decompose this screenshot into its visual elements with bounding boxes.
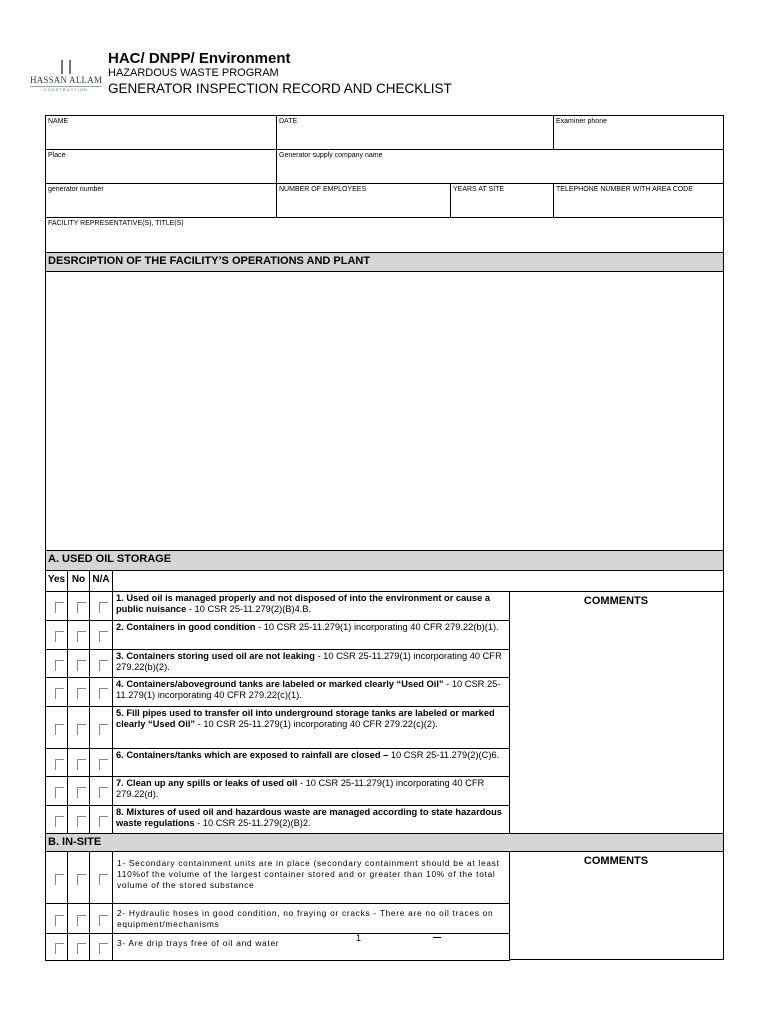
examiner-phone-field[interactable] <box>553 115 724 150</box>
employees-field[interactable] <box>276 183 451 218</box>
checkbox-mark-icon <box>99 874 108 885</box>
telephone-field[interactable] <box>553 183 724 218</box>
checkbox-mark-icon <box>77 660 86 671</box>
yes-column-header: Yes <box>45 570 68 592</box>
checkbox-mark-icon <box>55 602 64 613</box>
years-at-site-field[interactable] <box>450 183 554 218</box>
a-item-citation: - 10 CSR 25-11.279(1) incorporating 40 CFR 279.22(c)(1). <box>116 679 501 701</box>
supply-company-field[interactable] <box>276 149 724 184</box>
description-area[interactable] <box>45 271 724 551</box>
employees-label: NUMBER OF EMPLOYEES <box>279 186 367 193</box>
b-item-3-yes-checkbox[interactable] <box>45 933 68 961</box>
b-item-question: 2- Hydraulic hoses in good condition, no fraying or cracks - There are no oil traces on equipment/mechanisms <box>112 903 510 934</box>
a-item-2-yes-checkbox[interactable] <box>45 620 68 650</box>
checkbox-mark-icon <box>55 724 64 735</box>
checkbox-mark-icon <box>77 787 86 798</box>
a-item-citation: - 10 CSR 25-11.279(1) incorporating 40 CFR 279.22(d). <box>116 778 485 800</box>
checkbox-mark-icon <box>77 874 86 885</box>
a-item-7-na-checkbox[interactable] <box>89 776 113 806</box>
a-item-citation: - 10 CSR 25-11.279(1) incorporating 40 CFR 279.22(b)(1). <box>255 622 499 632</box>
date-label: DATE <box>279 118 298 125</box>
a-item-3-na-checkbox[interactable] <box>89 649 113 678</box>
checkbox-mark-icon <box>99 915 108 926</box>
checkbox-mark-icon <box>55 943 64 954</box>
checkbox-mark-icon <box>55 759 64 770</box>
a-item-1-na-checkbox[interactable] <box>89 591 113 621</box>
section-b-comments-label: COMMENTS <box>583 855 649 867</box>
a-item-4-na-checkbox[interactable] <box>89 677 113 707</box>
no-column-header: No <box>67 570 90 592</box>
a-item-citation: - 10 CSR 25-11.279(2)(B)2. <box>194 818 311 829</box>
a-item-3-yes-checkbox[interactable] <box>45 649 68 678</box>
section-b-header: B. IN-SITE <box>45 833 724 852</box>
a-item-7-yes-checkbox[interactable] <box>45 776 68 806</box>
checkbox-mark-icon <box>99 660 108 671</box>
a-item-question <box>112 748 510 777</box>
checkbox-mark-icon <box>77 759 86 770</box>
b-item-3-na-checkbox[interactable] <box>89 933 113 961</box>
representative-field[interactable] <box>45 217 724 253</box>
a-item-8-yes-checkbox[interactable] <box>45 805 68 835</box>
b-item-2-no-checkbox[interactable] <box>67 903 90 934</box>
section-b-comments-box[interactable] <box>509 851 724 960</box>
a-item-requirement: 2. Containers in good condition <box>116 622 256 632</box>
checkbox-mark-icon <box>55 816 64 827</box>
a-item-5-na-checkbox[interactable] <box>89 706 113 749</box>
section-a-header-spacer <box>112 570 724 592</box>
a-item-citation: - 10 CSR 25-11.279(1) incorporating 40 CFR 279.22(c)(2). <box>195 719 438 730</box>
checkbox-mark-icon <box>99 631 108 642</box>
a-item-6-na-checkbox[interactable] <box>89 748 113 777</box>
a-item-7-no-checkbox[interactable] <box>67 776 90 806</box>
checkbox-mark-icon <box>99 759 108 770</box>
a-item-requirement: 5. Fill pipes used to transfer oil into underground storage tanks are labeled or marked clearly “Used Oil” <box>116 708 495 730</box>
name-field[interactable] <box>45 115 277 150</box>
a-item-requirement: 4. Containers/aboveground tanks are labeled or marked clearly “Used Oil” <box>116 679 444 689</box>
a-item-2-no-checkbox[interactable] <box>67 620 90 650</box>
section-a-header: A. USED OIL STORAGE <box>45 550 724 571</box>
a-item-1-no-checkbox[interactable] <box>67 591 90 621</box>
years-at-site-label: YEARS AT SITE <box>453 186 505 193</box>
description-header: DESRCIPTION OF THE FACILITY’S OPERATIONS AND PLANT <box>45 252 724 272</box>
checkbox-mark-icon <box>77 724 86 735</box>
checkbox-mark-icon <box>55 874 64 885</box>
a-item-citation: - 10 CSR 25-11.279(2)(B)4.B. <box>186 604 312 615</box>
supply-company-label: Generator supply company name <box>279 152 383 159</box>
a-item-question <box>112 776 510 806</box>
a-item-question <box>112 706 510 749</box>
place-field[interactable] <box>45 149 277 184</box>
representative-label: FACILITY REPRESENTATIVE(S), TITLE(S) <box>48 220 184 227</box>
checkbox-mark-icon <box>55 787 64 798</box>
a-item-question <box>112 677 510 707</box>
checkbox-mark-icon <box>77 816 86 827</box>
a-item-4-yes-checkbox[interactable] <box>45 677 68 707</box>
a-item-requirement: 1. Used oil is managed properly and not disposed of into the environment or cause a public nuisance <box>116 593 491 615</box>
logo-sub: CONSTRUCTION <box>30 86 102 92</box>
checkbox-mark-icon <box>55 631 64 642</box>
checkbox-mark-icon <box>99 787 108 798</box>
b-item-question: 1- Secondary containment units are in place (secondary containment should be at least 110%of the volume of the largest container stored and or greater than 10% of the total volume of the stored substance <box>112 851 510 904</box>
program-name: HAZARDOUS WASTE PROGRAM <box>108 67 279 79</box>
b-item-2-yes-checkbox[interactable] <box>45 903 68 934</box>
b-item-2-na-checkbox[interactable] <box>89 903 113 934</box>
footer-dash <box>433 937 441 938</box>
date-field[interactable] <box>276 115 554 150</box>
place-label: Place <box>48 152 66 159</box>
checkbox-mark-icon <box>55 660 64 671</box>
logo-name: HASSAN ALLAM <box>30 75 103 85</box>
a-item-5-yes-checkbox[interactable] <box>45 706 68 749</box>
checkbox-mark-icon <box>99 688 108 699</box>
checkbox-mark-icon <box>55 688 64 699</box>
b-item-question: 3- Are drip trays free of oil and water <box>112 933 510 961</box>
a-item-requirement: 7. Clean up any spills or leaks of used oil <box>116 778 298 788</box>
a-item-3-no-checkbox[interactable] <box>67 649 90 678</box>
name-label: NAME <box>48 118 69 125</box>
a-item-requirement: 3. Containers storing used oil are not leaking <box>116 651 315 661</box>
a-item-6-yes-checkbox[interactable] <box>45 748 68 777</box>
checkbox-mark-icon <box>77 631 86 642</box>
b-item-3-no-checkbox[interactable] <box>67 933 90 961</box>
a-item-8-na-checkbox[interactable] <box>89 805 113 835</box>
a-item-question <box>112 620 510 650</box>
a-item-1-yes-checkbox[interactable] <box>45 591 68 621</box>
section-a-comments-label: COMMENTS <box>583 595 649 607</box>
a-item-citation: 10 CSR 25-11.279(2)(C)6. <box>388 750 500 760</box>
checkbox-mark-icon <box>99 816 108 827</box>
checkbox-mark-icon <box>99 724 108 735</box>
a-item-6-no-checkbox[interactable] <box>67 748 90 777</box>
a-item-8-no-checkbox[interactable] <box>67 805 90 835</box>
b-item-1-yes-checkbox[interactable] <box>45 851 68 904</box>
generator-number-field[interactable] <box>45 183 277 218</box>
a-item-question <box>112 591 510 621</box>
generator-number-label: generator number <box>48 186 104 193</box>
company-logo <box>30 60 102 92</box>
a-item-5-no-checkbox[interactable] <box>67 706 90 749</box>
form-title: GENERATOR INSPECTION RECORD AND CHECKLIST <box>108 81 452 96</box>
b-item-1-no-checkbox[interactable] <box>67 851 90 904</box>
a-item-requirement: 8. Mixtures of used oil and hazardous waste are managed according to state hazardous waste regulations <box>116 807 502 829</box>
a-item-question <box>112 649 510 678</box>
document-title: HAC/ DNPP/ Environment <box>108 50 291 67</box>
section-a-comments-box[interactable] <box>509 591 724 834</box>
na-column-header: N/A <box>89 570 113 592</box>
a-item-question <box>112 805 510 835</box>
telephone-label: TELEPHONE NUMBER WITH AREA CODE <box>556 186 693 193</box>
checkbox-mark-icon <box>77 688 86 699</box>
a-item-2-na-checkbox[interactable] <box>89 620 113 650</box>
checkbox-mark-icon <box>99 943 108 954</box>
b-item-1-na-checkbox[interactable] <box>89 851 113 904</box>
examiner-phone-label: Examiner phone <box>556 118 607 125</box>
a-item-citation: - 10 CSR 25-11.279(1) incorporating 40 CFR 279.22(b)(2). <box>116 651 502 673</box>
checkbox-mark-icon <box>55 915 64 926</box>
checkbox-mark-icon <box>77 602 86 613</box>
checkbox-mark-icon <box>77 943 86 954</box>
checkbox-mark-icon <box>99 602 108 613</box>
logo-building-icon <box>61 60 71 74</box>
a-item-4-no-checkbox[interactable] <box>67 677 90 707</box>
a-item-requirement: 6. Containers/tanks which are exposed to rainfall are closed – <box>116 750 389 760</box>
checkbox-mark-icon <box>77 915 86 926</box>
page-number: 1 <box>356 933 362 943</box>
